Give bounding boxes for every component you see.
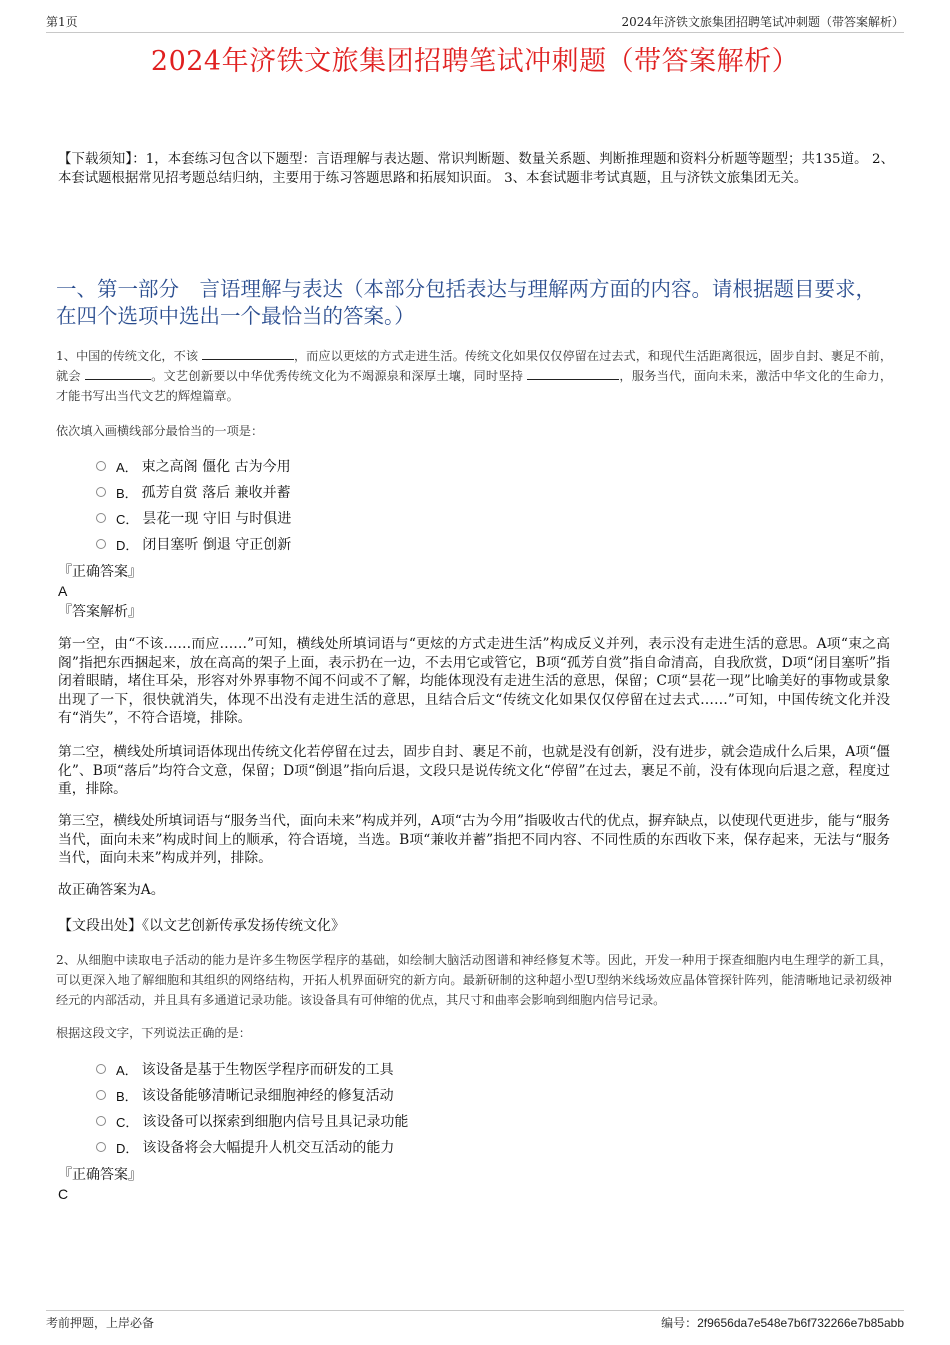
page-footer (46, 1310, 904, 1331)
page-number: 第1页 (46, 15, 78, 29)
analysis-paragraph-3: 第三空，横线处所填词语与“服务当代，面向未来”构成并列，A项“古为今用”指吸收古代的优点，摒弃缺点，以使现代更进步，能与“服务当代，面向未来”构成时间上的顺承，符合语境，当选。B项“兼收并蓄”指把不同内容、不同性质的东西收下来，保存起来，无法与“服务当代，面向未来”构成并列，排除。 (58, 813, 890, 866)
option-a[interactable]: A． 该设备是基于生物医学程序而研发的工具 (96, 1056, 796, 1082)
radio-icon[interactable] (96, 487, 106, 497)
blank-1 (202, 346, 294, 360)
option-b[interactable]: B． 该设备能够清晰记录细胞神经的修复活动 (96, 1082, 796, 1108)
analysis-paragraph-2: 第二空，横线处所填词语体现出传统文化若停留在过去，固步自封、裹足不前，也就是没有创新，没有进步，就会造成什么后果，A项“僵化”、B项“落后”均符合文意，保留；D项“倒退”指向后退，文段只是说传统文化“停留”在过去，裹足不前，没有体现向后退之意，程度过重，排除。 (58, 744, 890, 797)
header-doc-title: 2024年济铁文旅集团招聘笔试冲刺题（带答案解析） (621, 15, 904, 29)
footer-slogan: 考前押题，上岸必备 (46, 1316, 155, 1330)
radio-icon[interactable] (96, 1064, 106, 1074)
radio-icon[interactable] (96, 1090, 106, 1100)
answer-value: C (58, 1186, 69, 1202)
option-c[interactable]: C． 该设备可以探索到细胞内信号且具记录功能 (96, 1108, 796, 1134)
radio-icon[interactable] (96, 539, 106, 549)
option-c[interactable]: C． 昙花一现 守旧 与时俱进 (96, 505, 796, 531)
answer-label: 『正确答案』 (58, 1167, 142, 1183)
option-b[interactable]: B． 孤芳自赏 落后 兼收并蓄 (96, 479, 796, 505)
question-1-stem: 1、中国的传统文化，不该 ，而应以更炫的方式走进生活。传统文化如果仅仅停留在过去式，和现代生活距离很远，固步自封、裹足不前，就会 。文艺创新要以中华优秀传统文化为不竭源泉和深厚土壤，同时坚持 ，服务当代，面向未来，激活中华文化的生命力，才能书写出当代文艺的辉煌篇章。 (56, 346, 892, 406)
option-d[interactable]: D． 闭目塞听 倒退 守正创新 (96, 531, 796, 557)
analysis-conclusion: 故正确答案为A。 (58, 882, 165, 898)
document-title: 2024年济铁文旅集团招聘笔试冲刺题（带答案解析） (150, 46, 800, 77)
question-1-prompt: 依次填入画横线部分最恰当的一项是： (56, 424, 264, 438)
question-2-stem: 2、从细胞中读取电子活动的能力是许多生物医学程序的基础，如绘制大脑活动图谱和神经修复术等。因此，开发一种用于探查细胞内电生理学的新工具，可以更深入地了解细胞和其组织的网络结构，开拓人机界面研究的新方向。最新研制的这种超小型U型纳米线场效应晶体管探针阵列，能清晰地记录初级神经元的内部活动，并且具有多通道记录功能。该设备具有可伸缩的优点，其尺寸和曲率会影响到细胞内信号记录。 (56, 953, 892, 1007)
option-d[interactable]: D． 该设备将会大幅提升人机交互活动的能力 (96, 1134, 796, 1160)
download-notice: 【下载须知】：1，本套练习包含以下题型：言语理解与表达题、常识判断题、数量关系题、判断推理题和资料分析题等题型；共135道。 2、本套试题根据常见招考题总结归纳，主要用于练习答题思路和拓展知识面。 3、本套试题非考试真题，且与济铁文旅集团无关。 (58, 152, 894, 186)
option-a[interactable]: A． 束之高阁 僵化 古为今用 (96, 453, 796, 479)
blank-3 (527, 366, 619, 380)
answer-label: 『正确答案』 (58, 564, 142, 580)
source-note: 【文段出处】《以文艺创新传承发扬传统文化》 (58, 918, 345, 934)
blank-2 (85, 366, 151, 380)
radio-icon[interactable] (96, 1116, 106, 1126)
analysis-paragraph-1: 第一空，由“不该……而应……”可知，横线处所填词语与“更炫的方式走进生活”构成反义并列，表示没有走进生活的意思。A项“束之高阁”指把东西捆起来，放在高高的架子上面，表示扔在一边，不去用它或管它，B项“孤芳自赏”指自命清高，自我欣赏，D项“闭目塞听”指闭着眼睛，堵住耳朵，形容对外界事物不闻不问或不了解，均能体现没有走进生活的意思，保留；C项“昙花一现”比喻美好的事物或景象出现了一下，很快就消失，体现不出没有走进生活的意思，且结合后文“传统文化如果仅仅停留在过去式……”可知，中国传统文化并没有“消失”，不符合语境，排除。 (58, 636, 890, 726)
question-2-options (96, 1056, 796, 1160)
analysis-label: 『答案解析』 (58, 604, 142, 620)
section-heading: 一、第一部分 言语理解与表达（本部分包括表达与理解两方面的内容。请根据题目要求，在四个选项中选出一个最恰当的答案。） (56, 277, 876, 328)
page-header (46, 14, 904, 33)
radio-icon[interactable] (96, 461, 106, 471)
question-2-prompt: 根据这段文字，下列说法正确的是： (56, 1026, 251, 1040)
footer-code: 编号：2f9656da7e548e7b6f732266e7b85abb (661, 1316, 904, 1330)
radio-icon[interactable] (96, 513, 106, 523)
radio-icon[interactable] (96, 1142, 106, 1152)
answer-value: A (58, 583, 68, 599)
question-1-options (96, 453, 796, 557)
